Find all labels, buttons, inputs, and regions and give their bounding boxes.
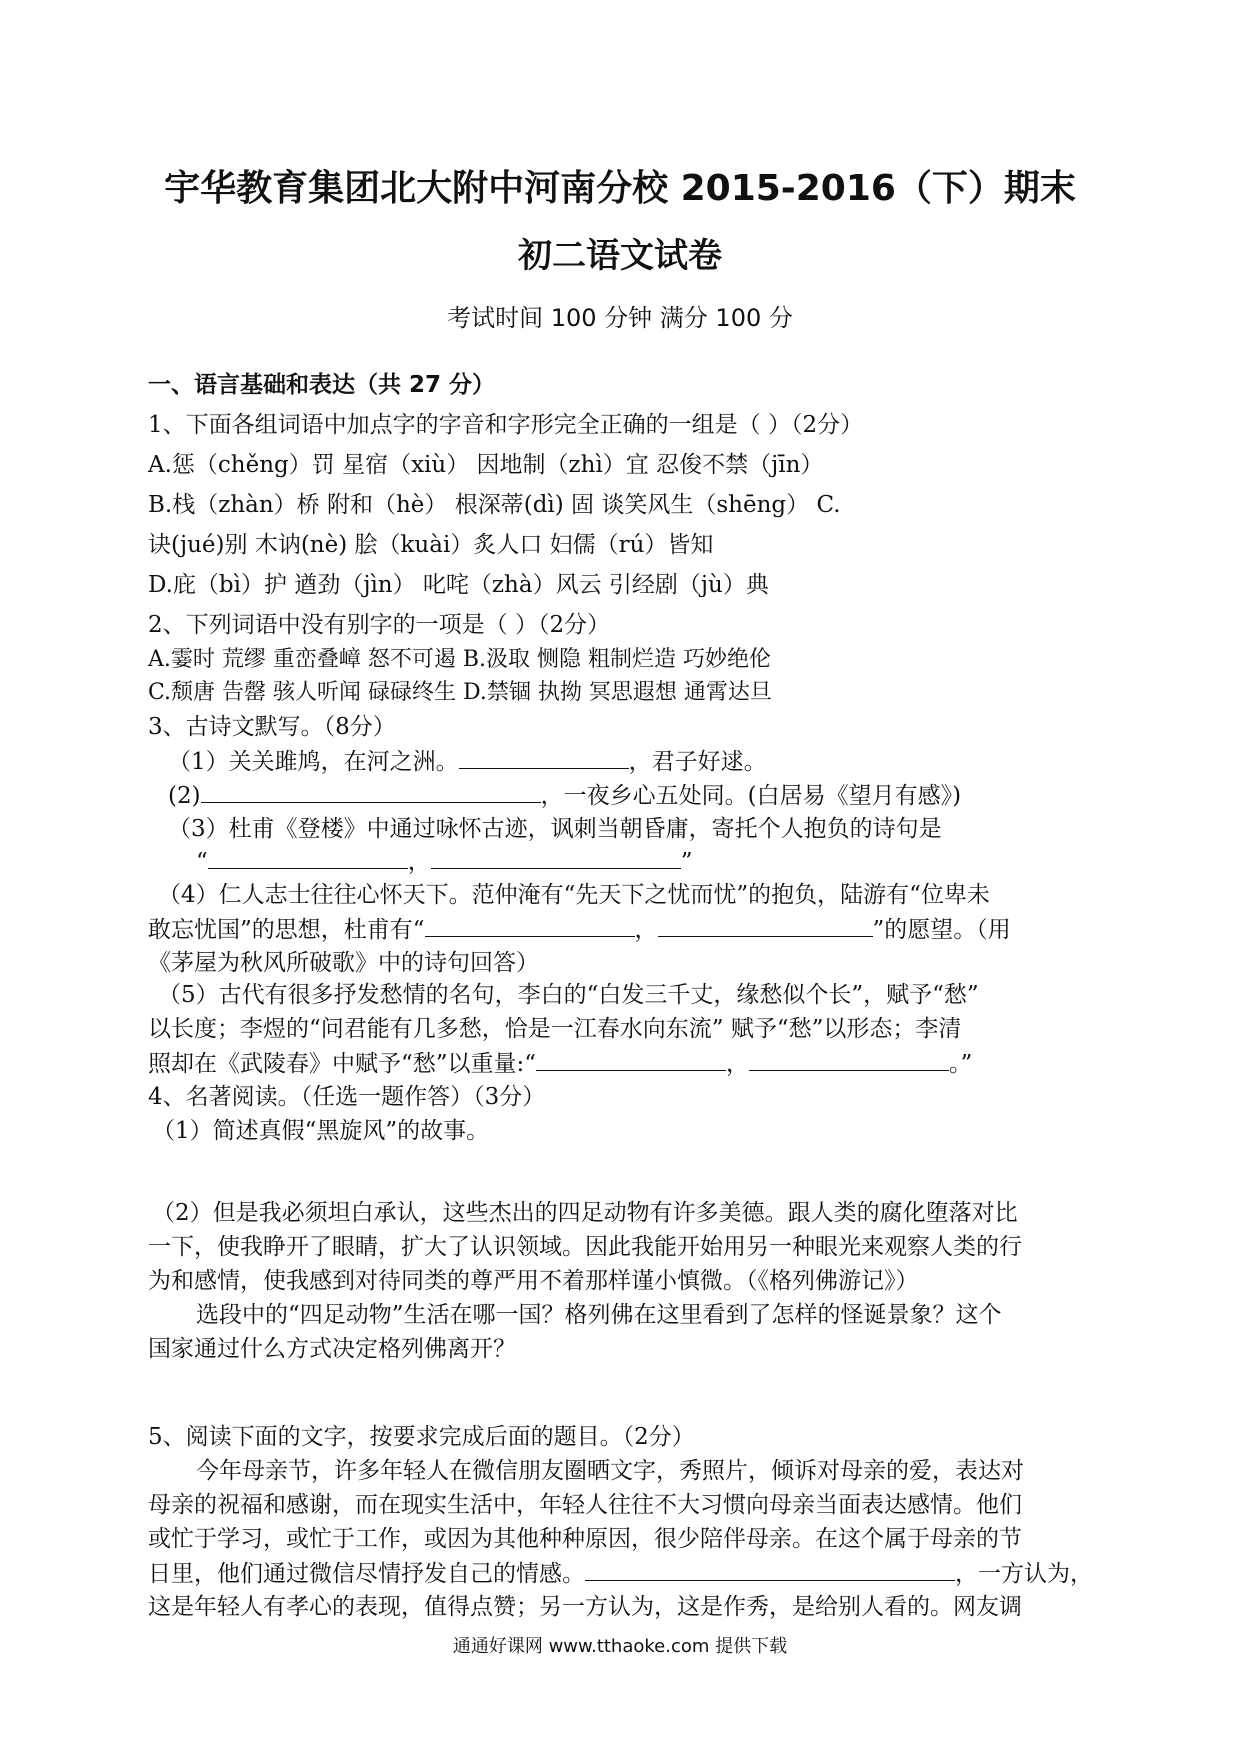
q3-part2 xyxy=(168,780,1118,811)
q3-part3-close-quote: ” xyxy=(680,849,693,875)
q3-part5-blank2[interactable] xyxy=(749,1048,949,1071)
q5-line4-text: 日里，他们通过微信尽情抒发自己的情感。 xyxy=(148,1561,585,1587)
q3-part1 xyxy=(168,746,1118,777)
q4-part2-line3: 为和感情，使我感到对待同类的尊严用不着那样谨小慎微。（《格列佛游记》） xyxy=(148,1268,919,1294)
q5-line1: 今年母亲节，许多年轻人在微信朋友圈晒文字，秀照片，倾诉对母亲的爱，表达对 xyxy=(196,1458,1024,1484)
q3-part3-open-quote: “ xyxy=(196,849,208,875)
page-footer: 通通好课网 www.tthaoke.com 提供下载 xyxy=(452,1636,788,1657)
q3-stem: 3、古诗文默写。（8分） xyxy=(148,714,396,740)
q3-part4-line1: （4）仁人志士往往心怀天下。范仲淹有“先天下之忧而忧”的抱负，陆游有“位卑未 xyxy=(158,882,990,908)
q3-part5-comma: ， xyxy=(726,1051,750,1077)
q3-part3-line1: （3）杜甫《登楼》中通过咏怀古迹，讽刺当朝昏庸，寄托个人抱负的诗句是 xyxy=(168,816,942,842)
exam-title-line1: 宇华教育集团北大附中河南分校 2015-2016（下）期末 xyxy=(164,168,1076,209)
q3-part4-blank1[interactable] xyxy=(425,914,635,937)
q3-part4-line2 xyxy=(148,914,1098,945)
q5-line2: 母亲的祝福和感谢，而在现实生活中，年轻人往往不大习惯向母亲当面表达感情。他们 xyxy=(148,1492,1022,1518)
q3-part5-blank1[interactable] xyxy=(536,1048,726,1071)
q4-part2-line1: （2）但是我必须坦白承认，这些杰出的四足动物有许多美德。跟人类的腐化堕落对比 xyxy=(152,1200,1018,1226)
q4-part1: （1）简述真假“黑旋风”的故事。 xyxy=(152,1118,490,1144)
q3-part1-text: （1）关关雎鸠，在河之洲。 xyxy=(168,749,459,775)
q2-options-ab: A.霎时 荒缪 重峦叠嶂 怒不可遏 B.汲取 恻隐 粗制烂造 巧妙绝伦 xyxy=(148,647,771,672)
q1-option-c: 诀(jué)别 木讷(nè) 脍（kuài）炙人口 妇儒（rú）皆知 xyxy=(148,532,714,558)
q4-stem: 4、名著阅读。（任选一题作答）（3分） xyxy=(148,1084,546,1110)
q3-part5-tail: 。” xyxy=(949,1051,973,1077)
q3-part5-line1: （5）古代有很多抒发愁情的名句，李白的“白发三千丈，缘愁似个长”，赋予“愁” xyxy=(158,982,979,1008)
q3-part3-comma: ， xyxy=(407,849,431,875)
q3-part5-line3 xyxy=(148,1048,1098,1079)
q5-line5: 这是年轻人有孝心的表现，值得点赞；另一方认为，这是作秀，是给别人看的。网友调 xyxy=(148,1594,1022,1620)
exam-title-line2: 初二语文试卷 xyxy=(518,236,722,276)
q3-part4-tail: ”的愿望。（用 xyxy=(872,917,1011,943)
q3-part4-blank2[interactable] xyxy=(658,914,873,937)
q3-part3-line2 xyxy=(196,846,1146,877)
q5-line3: 或忙于学习，或忙于工作，或因为其他种种原因，很少陪伴母亲。在这个属于母亲的节 xyxy=(148,1526,1022,1552)
q5-line4 xyxy=(148,1558,1098,1589)
q3-part1-tail: ，君子好逑。 xyxy=(628,749,767,775)
q3-part4-comma: ， xyxy=(634,917,658,943)
q4-part2-line2: 一下，使我睁开了眼睛，扩大了认识领域。因此我能开始用另一种眼光来观察人类的行 xyxy=(148,1234,1022,1260)
q3-part1-blank[interactable] xyxy=(459,746,629,769)
q3-part2-label: (2) xyxy=(168,783,201,809)
q5-blank[interactable] xyxy=(585,1558,955,1581)
q3-part2-tail: ，一夜乡心五处同。(白居易《望月有感》) xyxy=(540,783,962,809)
exam-info: 考试时间 100 分钟 满分 100 分 xyxy=(447,304,793,332)
q2-stem: 2、下列词语中没有别字的一项是（ ）（2分） xyxy=(148,612,611,638)
q3-part5-text: 照却在《武陵春》中赋予“愁”以重量:“ xyxy=(148,1051,537,1077)
q1-option-a: A.惩（chěng）罚 星宿（xiù） 因地制（zhì）宜 忍俊不禁（jīn） xyxy=(148,452,824,478)
q4-part2-line4: 选段中的“四足动物”生活在哪一国？格列佛在这里看到了怎样的怪诞景象？这个 xyxy=(196,1302,1002,1328)
q5-stem: 5、阅读下面的文字，按要求完成后面的题目。（2分） xyxy=(148,1424,695,1450)
section-heading: 一、语言基础和表达（共 27 分） xyxy=(148,372,496,398)
q1-option-d: D.庇（bì）护 遒劲（jìn） 叱咤（zhà）风云 引经剧（jù）典 xyxy=(148,572,769,598)
q1-stem: 1、下面各组词语中加点字的字音和字形完全正确的一组是（ ）（2分） xyxy=(148,412,864,438)
q5-line4-tail: ，一方认为， xyxy=(955,1561,1093,1587)
q2-options-cd: C.颓唐 告罄 骇人听闻 碌碌终生 D.禁锢 执拗 冥思遐想 通霄达旦 xyxy=(148,680,772,705)
q4-part2-line5: 国家通过什么方式决定格列佛离开？ xyxy=(148,1336,516,1362)
q3-part2-blank[interactable] xyxy=(201,780,541,803)
q1-option-b: B.栈（zhàn）桥 附和（hè） 根深蒂(dì) 固 谈笑风生（shēng） C. xyxy=(148,492,841,518)
q3-part5-line2: 以长度；李煜的“问君能有几多愁，恰是一江春水向东流” 赋予“愁”以形态；李清 xyxy=(148,1016,962,1042)
q3-part3-blank1[interactable] xyxy=(208,846,408,869)
q3-part3-blank2[interactable] xyxy=(431,846,681,869)
q3-part4-line3: 《茅屋为秋风所破歌》中的诗句回答） xyxy=(148,950,539,976)
q3-part4-text: 敢忘忧国”的思想，杜甫有“ xyxy=(148,917,425,943)
